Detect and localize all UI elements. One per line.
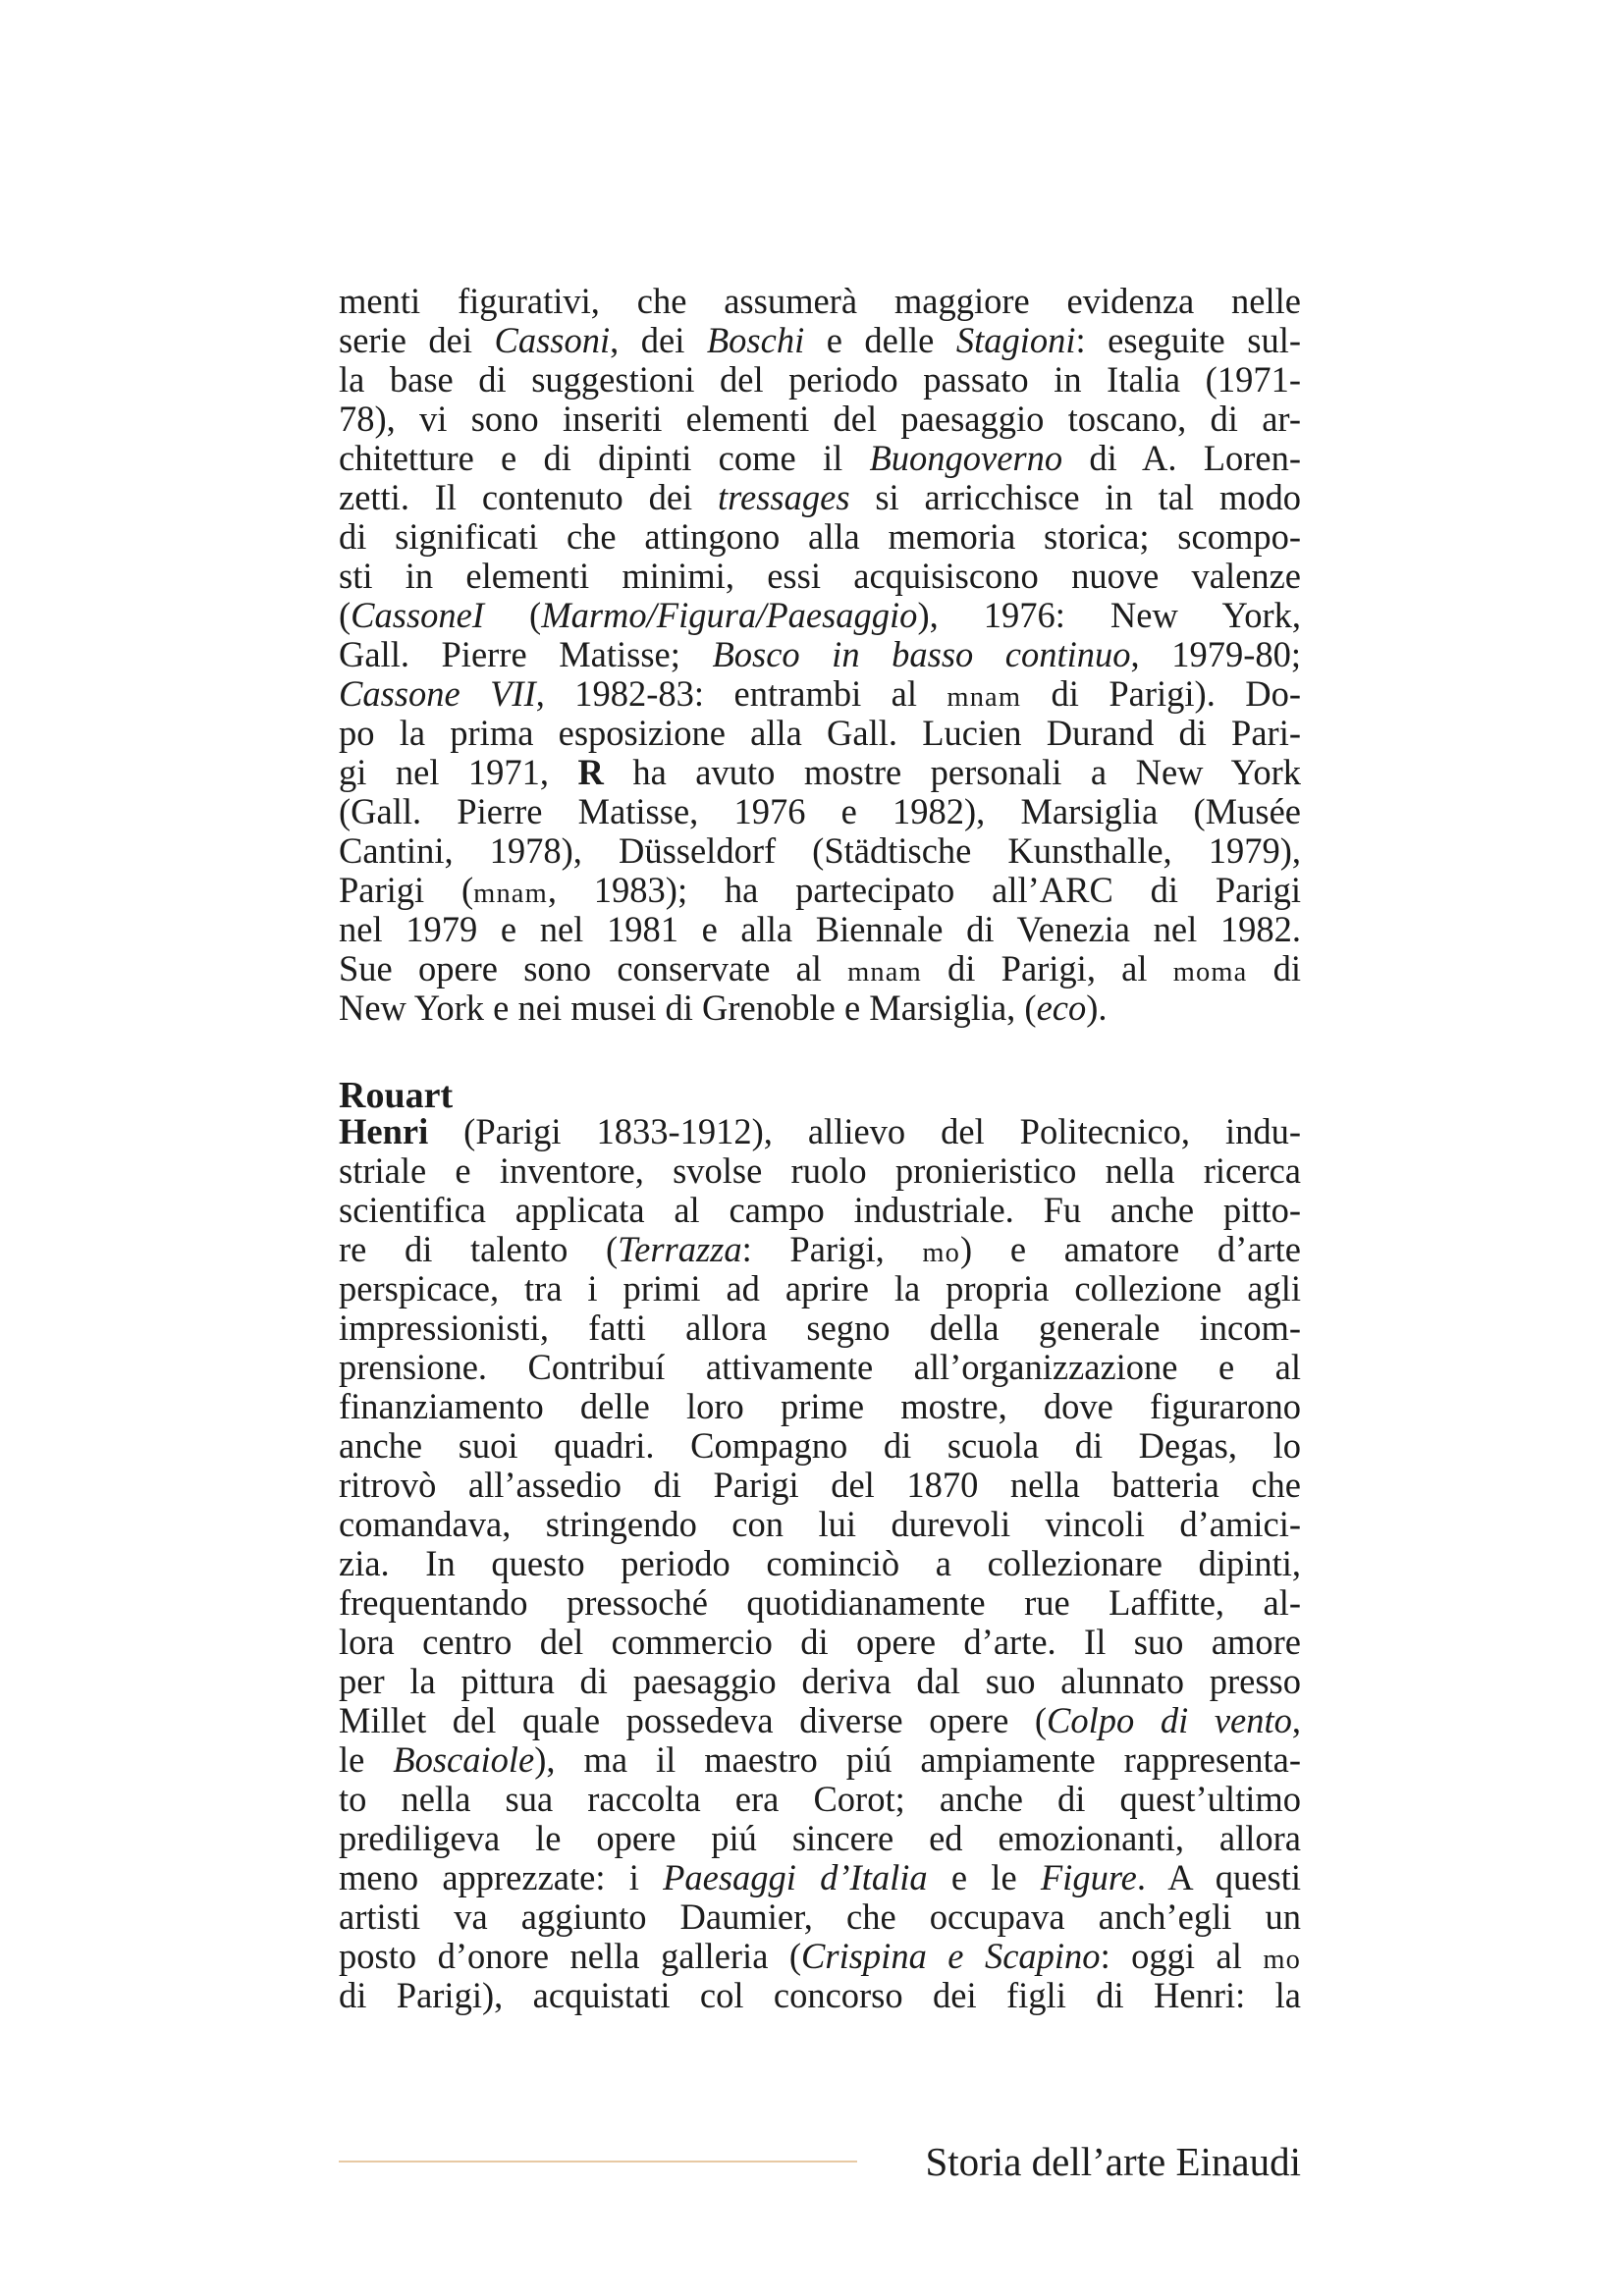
text-line	[339, 1819, 1301, 1858]
intro-paragraph	[339, 282, 1301, 1028]
text-run: lora centro del commercio di opere d’arte. Il suo amore	[339, 1622, 1301, 1662]
text-line	[339, 910, 1301, 949]
text-line	[339, 517, 1301, 557]
text-run: prediligeva le opere piú sincere ed emozionanti, allora	[339, 1818, 1301, 1858]
text-line	[339, 478, 1301, 517]
text-line	[339, 674, 1301, 714]
text-line	[339, 596, 1301, 635]
text-run: menti figurativi, che assumerà maggiore evidenza nelle	[339, 281, 1301, 321]
italic-text: Stagioni	[955, 320, 1076, 360]
small-caps-text: mnam	[847, 957, 922, 988]
text-run: ).	[1086, 988, 1108, 1028]
text-run: , dei	[610, 320, 707, 360]
text-line	[339, 1151, 1301, 1191]
text-run: posto d’onore nella galleria (	[339, 1936, 802, 1976]
text-run: le	[339, 1739, 394, 1780]
text-run: , 1982-83: entrambi al	[535, 673, 947, 714]
text-line	[339, 321, 1301, 360]
text-run: di	[1247, 948, 1301, 988]
small-caps-text: moma	[1172, 957, 1248, 988]
text-run: striale e inventore, svolse ruolo pronieristico nella ricerca	[339, 1150, 1301, 1191]
italic-text: CassoneI	[351, 595, 485, 635]
text-run: (	[484, 595, 542, 635]
italic-text: Crispina e Scapino	[801, 1936, 1101, 1976]
text-line	[339, 714, 1301, 753]
small-caps-text: mo	[922, 1238, 961, 1268]
text-run: perspicace, tra i primi ad aprire la propria collezione agli	[339, 1268, 1301, 1308]
text-run: re di talento (	[339, 1229, 619, 1269]
italic-text: eco	[1036, 988, 1087, 1028]
text-line	[339, 1269, 1301, 1308]
text-line	[339, 1466, 1301, 1505]
italic-text: Cassoni	[494, 320, 611, 360]
text-run: di Parigi, al	[921, 948, 1173, 988]
text-run: zia. In questo periodo cominciò a collezionare dipinti,	[339, 1543, 1301, 1583]
text-run: : oggi al	[1100, 1936, 1264, 1976]
text-line	[339, 1544, 1301, 1583]
text-run: Parigi (	[339, 870, 474, 910]
text-run: di Parigi), acquistati col concorso dei figli di Henri: la	[339, 1975, 1301, 2015]
text-run: finanziamento delle loro prime mostre, dove figurarono	[339, 1386, 1301, 1426]
text-run: Sue opere sono conservate al	[339, 948, 848, 988]
text-run: . A questi	[1136, 1857, 1301, 1897]
text-run: ha avuto mostre personali a New York	[603, 752, 1301, 792]
text-run: comandava, stringendo con lui durevoli vincoli d’amici-	[339, 1504, 1301, 1544]
text-run: po la prima esposizione alla Gall. Lucien Durand di Pari-	[339, 713, 1301, 753]
italic-text: Boscaiole	[393, 1739, 535, 1780]
text-line	[339, 1191, 1301, 1230]
text-run: sti in elementi minimi, essi acquisiscono nuove valenze	[339, 556, 1301, 596]
text-run: to nella sua raccolta era Corot; anche di quest’ultimo	[339, 1779, 1301, 1819]
text-run: artisti va aggiunto Daumier, che occupava anch’egli un	[339, 1896, 1301, 1937]
text-run: serie dei	[339, 320, 495, 360]
text-line	[339, 949, 1301, 988]
text-line	[339, 1897, 1301, 1937]
text-run: ritrovò all’assedio di Parigi del 1870 nella batteria che	[339, 1465, 1301, 1505]
text-line	[339, 439, 1301, 478]
text-run: : eseguite sul-	[1075, 320, 1302, 360]
text-line	[339, 831, 1301, 871]
small-caps-text: mnam	[473, 879, 548, 909]
text-line	[339, 1112, 1301, 1151]
text-run: e delle	[804, 320, 956, 360]
text-run: e le	[927, 1857, 1041, 1897]
text-line	[339, 1505, 1301, 1544]
text-line	[339, 360, 1301, 400]
text-run: nel 1979 e nel 1981 e alla Biennale di Venezia nel 1982.	[339, 909, 1301, 949]
text-line	[339, 1701, 1301, 1740]
italic-text: Buongoverno	[869, 438, 1063, 478]
text-run: ,	[1291, 1700, 1301, 1740]
text-run: Cantini, 1978), Düsseldorf (Städtische Kunsthalle, 1979),	[339, 830, 1301, 871]
italic-text: tressages	[718, 477, 850, 517]
text-run: di significati che attingono alla memoria storica; scompo-	[339, 516, 1301, 557]
small-caps-text: mnam	[947, 682, 1022, 713]
footer-rule	[339, 2161, 857, 2163]
text-run: scientifica applicata al campo industriale. Fu anche pitto-	[339, 1190, 1301, 1230]
text-run: zetti. Il contenuto dei	[339, 477, 719, 517]
text-run: ) e amatore d’arte	[960, 1229, 1301, 1269]
text-run: meno apprezzate: i	[339, 1857, 664, 1897]
entry-heading: Rouart	[339, 1075, 454, 1116]
text-line	[339, 1348, 1301, 1387]
text-line	[339, 1623, 1301, 1662]
text-run: chitetture e di dipinti come il	[339, 438, 870, 478]
text-run: ), ma il maestro piú ampiamente rappresenta-	[534, 1739, 1302, 1780]
text-run: impressionisti, fatti allora segno della generale incom-	[339, 1308, 1301, 1348]
text-run: anche suoi quadri. Compagno di scuola di Degas, lo	[339, 1425, 1301, 1466]
text-run: : Parigi,	[741, 1229, 923, 1269]
bold-text: R	[577, 752, 604, 792]
text-line	[339, 988, 1301, 1028]
text-line	[339, 1662, 1301, 1701]
text-line	[339, 1858, 1301, 1897]
italic-text: Marmo/Figura/Paesaggio	[541, 595, 918, 635]
text-run: ), 1976: New York,	[917, 595, 1301, 635]
text-run: di Parigi). Do-	[1021, 673, 1301, 714]
text-line	[339, 635, 1301, 674]
text-line	[339, 1426, 1301, 1466]
text-line	[339, 753, 1301, 792]
text-line	[339, 400, 1301, 439]
text-line	[339, 1387, 1301, 1426]
italic-text: Colpo di vento	[1047, 1700, 1292, 1740]
text-line	[339, 1583, 1301, 1623]
text-run: per la pittura di paesaggio deriva dal suo alunnato presso	[339, 1661, 1301, 1701]
text-run: di A. Loren-	[1062, 438, 1301, 478]
italic-text: Bosco in basso continuo	[712, 634, 1131, 674]
text-line	[339, 1308, 1301, 1348]
text-run: la base di suggestioni del periodo passato in Italia (1971-	[339, 359, 1301, 400]
text-run: frequentando pressoché quotidianamente rue Laffitte, al-	[339, 1582, 1301, 1623]
text-line	[339, 1740, 1301, 1780]
italic-text: Figure	[1040, 1857, 1137, 1897]
footer-title: Storia dell’arte Einaudi	[925, 2139, 1301, 2184]
text-run: (	[339, 595, 352, 635]
bold-text: Henri	[339, 1111, 429, 1151]
text-run: prensione. Contribuí attivamente all’organizzazione e al	[339, 1347, 1301, 1387]
text-run: (Parigi 1833-1912), allievo del Politecnico, indu-	[428, 1111, 1301, 1151]
text-line	[339, 557, 1301, 596]
text-run: New York e nei musei di Grenoble e Marsiglia, (	[339, 988, 1037, 1028]
text-line	[339, 871, 1301, 910]
text-run: , 1983); ha partecipato all’ARC di Parigi	[547, 870, 1302, 910]
text-line	[339, 1976, 1301, 2015]
text-run: Gall. Pierre Matisse;	[339, 634, 713, 674]
italic-text: Boschi	[706, 320, 805, 360]
text-line	[339, 1230, 1301, 1269]
text-line	[339, 1937, 1301, 1976]
text-line	[339, 792, 1301, 831]
text-run: gi nel 1971,	[339, 752, 578, 792]
small-caps-text: mo	[1263, 1945, 1302, 1975]
text-line	[339, 282, 1301, 321]
text-run: , 1979-80;	[1130, 634, 1302, 674]
italic-text: Terrazza	[618, 1229, 742, 1269]
italic-text: Paesaggi d’Italia	[663, 1857, 928, 1897]
text-run: 78), vi sono inseriti elementi del paesaggio toscano, di ar-	[339, 399, 1301, 439]
text-run: (Gall. Pierre Matisse, 1976 e 1982), Marsiglia (Musée	[339, 791, 1301, 831]
text-line	[339, 1780, 1301, 1819]
text-run: Millet del quale possedeva diverse opere (	[339, 1700, 1048, 1740]
text-run: si arricchisce in tal modo	[849, 477, 1301, 517]
entry-body	[339, 1112, 1301, 2015]
italic-text: Cassone VII	[339, 673, 536, 714]
